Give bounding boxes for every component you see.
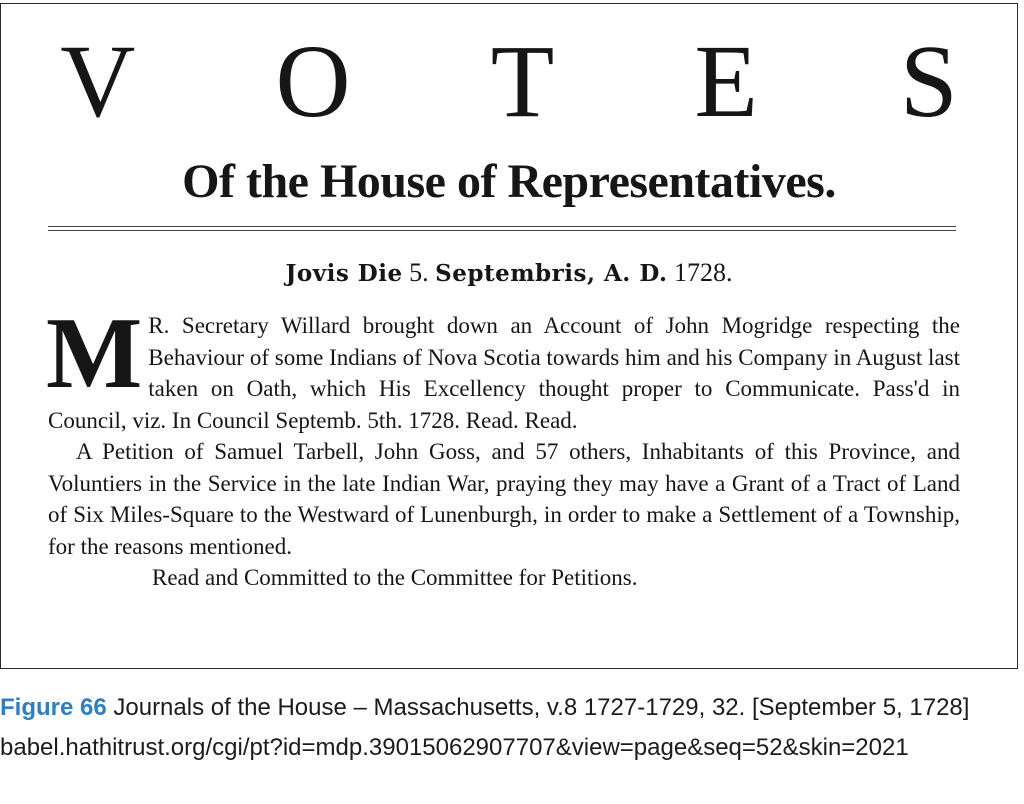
figure-caption [0,688,1000,768]
paragraph-secretary-willard: R. Secretary Willard brought down an Account of John Mogridge respecting the Behaviour of some Indians of Nova Scotia towards him and his Company in August last taken on Oath, which His Excellency thought proper to Communicate. Pass'd in Council, viz. In Council Septemb. 5th. 1728. Read. Read. [48,313,960,433]
dateline-number: 5. [409,258,429,287]
dateline [1,256,1017,291]
drop-cap: M [46,297,143,410]
record-body [46,297,960,594]
dateline-day: Jovis Die [285,260,403,287]
scanned-page-image [0,3,1018,669]
dateline-year: 1728. [673,258,733,287]
heading-rule [48,226,956,231]
page-subtitle: Of the House of Representatives. [182,155,836,208]
figure-label: Figure 66 [0,694,107,721]
page-heading: V O T E S [60,24,1016,139]
figure-caption-text: Journals of the House – Massachusetts, v.8 1727-1729, 32. [September 5, 1728] babel.hathitrust.org/cgi/pt?id=mdp.39015062907707&view=page&seq=52&skin=2021 [0,694,970,761]
paragraph-petition: A Petition of Samuel Tarbell, John Goss, and 57 others, Inhabitants of this Province, and Voluntiers in the Service in the late Indian War, praying they may have a Grant of a Tract of Land of Six Miles-Square to the Westward of Lunenburgh, in order to make a Settlement of a Township, for the reasons mentioned. [48,439,960,559]
dateline-month: Septembris, A. D. [435,260,668,287]
paragraph-committed: Read and Committed to the Committee for Petitions. [152,565,638,590]
